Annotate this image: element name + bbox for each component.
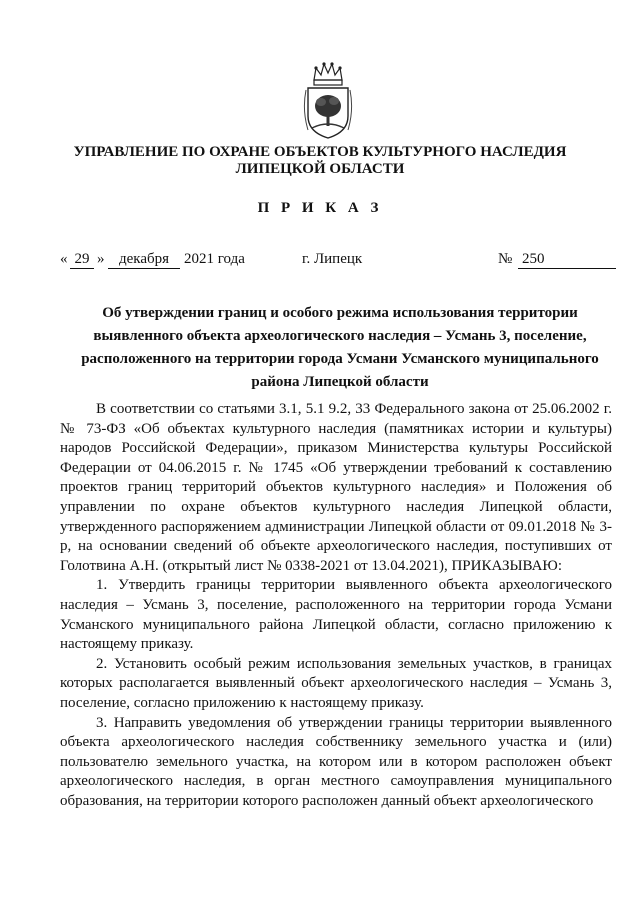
date-open-quote: « [60, 251, 68, 267]
subject-line: Об утверждении границ и особого режима использования территории [102, 305, 578, 321]
subject-line: района Липецкой области [251, 374, 429, 390]
organization-name-line2: ЛИПЕЦКОЙ ОБЛАСТИ [235, 161, 405, 177]
paragraph-item-2: 2. Установить особый режим использования земельных участков, в границах которых располагается выявленный объект археологического наследия – Усмань 3, поселение, согласно приложению к настоящему приказу. [60, 655, 612, 711]
subject-line: выявленного объекта археологического наследия – Усмань 3, поселение, [93, 328, 587, 344]
date-month: декабря [108, 250, 180, 269]
paragraph-preamble: В соответствии со статьями 3.1, 5.1 9.2, 33 Федерального закона от 25.06.2002 г. № 73-ФЗ «Об объектах культурного наследия (памятниках истории и культуры) народов Российской Федерации», приказом Министерства культуры Российской Федерации от 04.06.2015 г. № 1745 «Об утверждении требований к составлению проектов границ территорий объектов культурного наследия» и Положения об управлении по охране объектов культурного наследия Липецкой области, утвержденного распоряжением администрации Липецкой области от 09.01.2018 № 3-р, на основании сведений об объекте археологического наследия, поступивших от Голотвина А.Н. (открытый лист № 0338-2021 от 13.04.2021), ПРИКАЗЫВАЮ: [60, 401, 612, 574]
order-subject [60, 302, 620, 394]
number-sign: № [498, 251, 513, 267]
date-day: 29 [70, 250, 94, 269]
order-body [60, 400, 612, 811]
date-number-line [60, 250, 620, 270]
coat-of-arms-emblem [300, 60, 356, 140]
paragraph-item-3: 3. Направить уведомления об утверждении границы территории выявленного объекта археологического наследия собственнику земельного участка и (или) пользователю земельного участка, на котором или в котором расположен объект археологического наследия, в орган местного самоуправления муниципального образования, на территории которого расположен данный объект археологического [60, 714, 612, 809]
organization-name-line1: УПРАВЛЕНИЕ ПО ОХРАНЕ ОБЪЕКТОВ КУЛЬТУРНОГО НАСЛЕДИЯ [73, 144, 567, 160]
organization-name [40, 144, 600, 178]
date-close-quote: » [97, 251, 105, 267]
document-type-title: П Р И К А З [257, 200, 383, 216]
order-number: 250 [518, 250, 616, 269]
subject-line: расположенного на территории города Усмани Усманского муниципального [81, 351, 599, 367]
date-year: 2021 года [184, 251, 245, 267]
paragraph-item-1: 1. Утвердить границы территории выявленного объекта археологического наследия – Усмань 3, поселение, расположенного на территории города Усмани Усманского муниципального района Липецкой области, согласно приложению к настоящему приказу. [60, 577, 612, 653]
city: г. Липецк [302, 251, 363, 267]
